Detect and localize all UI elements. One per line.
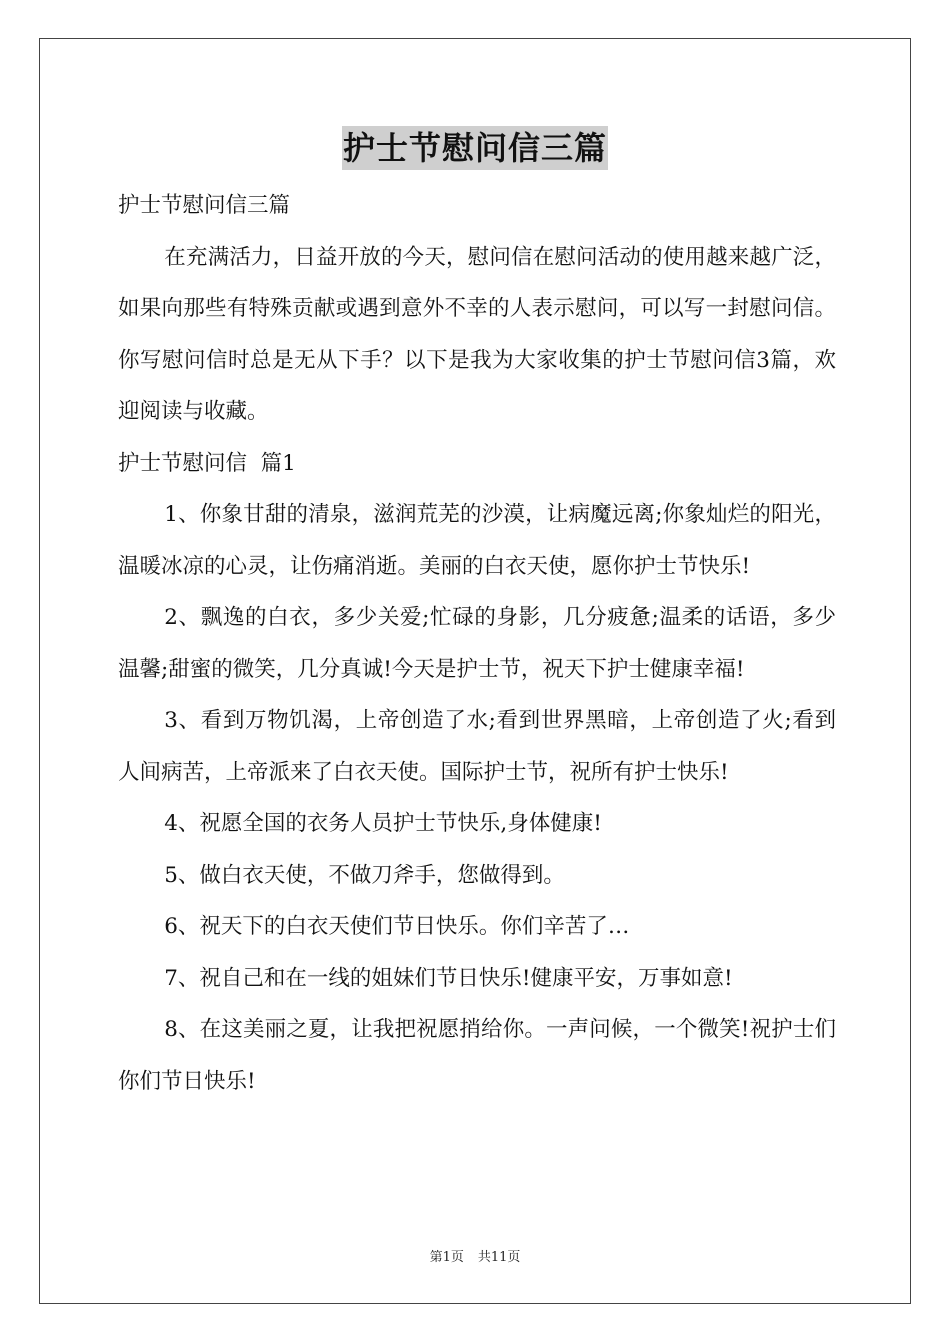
document-title: 护士节慰问信三篇 — [342, 126, 608, 170]
wish-item-4: 4、祝愿全国的衣务人员护士节快乐,身体健康! — [164, 811, 602, 836]
wish-item-6: 6、祝天下的白衣天使们节日快乐。你们辛苦了… — [164, 914, 630, 939]
wish-item-2: 2、飘逸的白衣，多少关爱;忙碌的身影，几分疲惫;温柔的话语，多少温馨;甜蜜的微笑，几分真诚!今天是护士节，祝天下护士健康幸福! — [118, 605, 836, 682]
subtitle: 护士节慰问信三篇 — [118, 193, 291, 218]
document-body — [118, 180, 836, 1107]
wish-item-7: 7、祝自己和在一线的姐妹们节日快乐!健康平安，万事如意! — [164, 965, 733, 991]
wish-item-1: 1、你象甘甜的清泉，滋润荒芜的沙漠，让病魔远离;你象灿烂的阳光，温暖冰凉的心灵，让伤痛消逝。美丽的白衣天使，愿你护士节快乐! — [118, 502, 836, 579]
page-footer — [0, 1246, 950, 1265]
section-heading: 护士节慰问信 篇1 — [118, 450, 296, 476]
page-number: 第1页 — [429, 1250, 464, 1265]
intro-paragraph: 在充满活力，日益开放的今天，慰问信在慰问活动的使用越来越广泛，如果向那些有特殊贡献或遇到意外不幸的人表示慰问，可以写一封慰问信。你写慰问信时总是无从下手？以下是我为大家收集的护士节慰问信3篇，欢迎阅读与收藏。 — [118, 244, 836, 424]
page-total: 共11页 — [477, 1250, 521, 1265]
title-container — [0, 126, 950, 170]
wish-item-8: 8、在这美丽之夏，让我把祝愿捎给你。一声问候，一个微笑!祝护士们你们节日快乐! — [118, 1017, 836, 1094]
wish-item-5: 5、做白衣天使，不做刀斧手，您做得到。 — [164, 862, 565, 888]
wish-item-3: 3、看到万物饥渴，上帝创造了水;看到世界黑暗，上帝创造了火;看到人间病苦，上帝派来了白衣天使。国际护士节，祝所有护士快乐! — [118, 708, 836, 785]
